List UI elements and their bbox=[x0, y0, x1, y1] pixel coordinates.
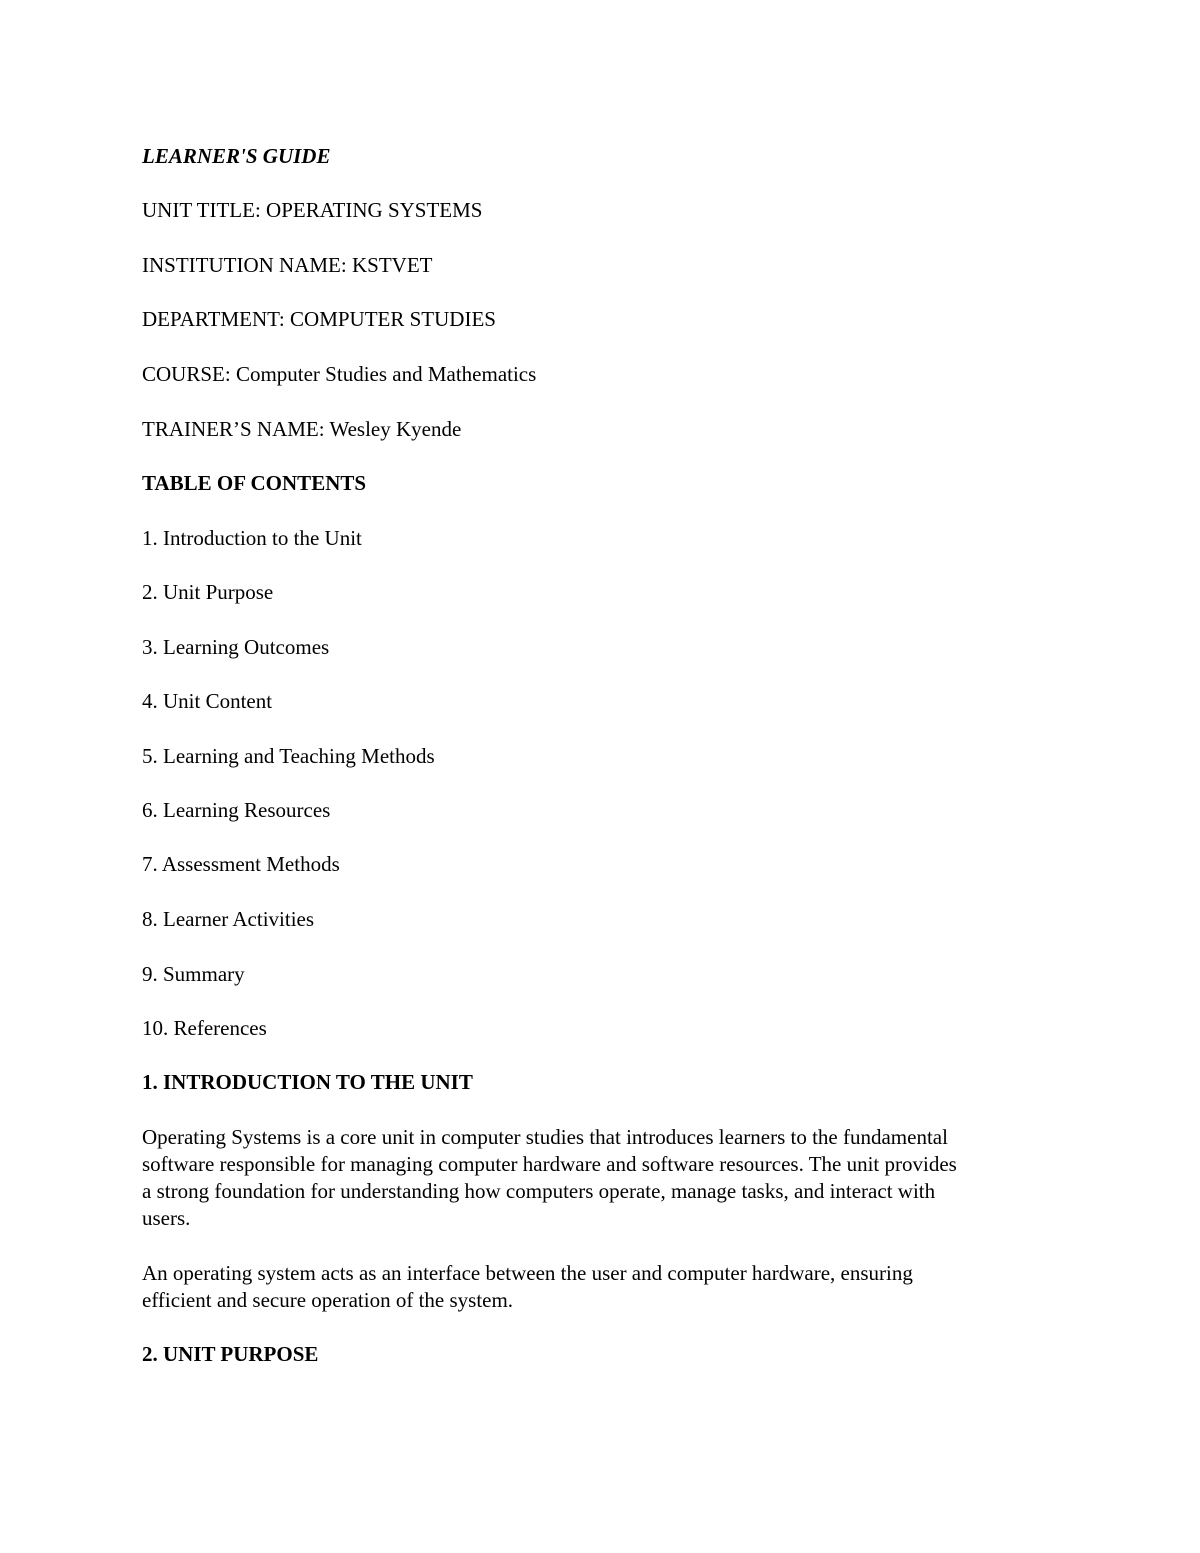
toc-item: 6. Learning Resources bbox=[142, 798, 331, 822]
toc-item: 3. Learning Outcomes bbox=[142, 635, 330, 659]
section-heading-introduction: 1. INTRODUCTION TO THE UNIT bbox=[142, 1070, 473, 1094]
toc-item: 5. Learning and Teaching Methods bbox=[142, 744, 435, 768]
toc-heading: TABLE OF CONTENTS bbox=[142, 471, 367, 495]
meta-label: DEPARTMENT: bbox=[142, 307, 285, 331]
toc-item: 1. Introduction to the Unit bbox=[142, 526, 362, 550]
meta-label: TRAINER’S NAME: bbox=[142, 417, 325, 441]
toc-item: 2. Unit Purpose bbox=[142, 580, 274, 604]
department-line bbox=[142, 306, 496, 333]
trainer-name-line bbox=[142, 416, 461, 443]
institution-name-line bbox=[142, 252, 432, 279]
meta-label: UNIT TITLE: bbox=[142, 198, 261, 222]
meta-value: OPERATING SYSTEMS bbox=[266, 198, 483, 222]
toc-item: 4. Unit Content bbox=[142, 689, 273, 713]
paragraph-line: efficient and secure operation of the system. bbox=[142, 1288, 514, 1312]
unit-title-line bbox=[142, 197, 482, 224]
paragraph-line: users. bbox=[142, 1206, 191, 1230]
paragraph-line: a strong foundation for understanding how computers operate, manage tasks, and interact with bbox=[142, 1179, 936, 1203]
meta-value: Wesley Kyende bbox=[329, 417, 462, 441]
section-heading-unit-purpose: 2. UNIT PURPOSE bbox=[142, 1342, 319, 1366]
paragraph-line: An operating system acts as an interface between the user and computer hardware, ensuring bbox=[142, 1261, 913, 1285]
paragraph-line: software responsible for managing computer hardware and software resources. The unit provides bbox=[142, 1152, 957, 1176]
introduction-paragraph-2 bbox=[142, 1260, 1067, 1314]
meta-label: INSTITUTION NAME: bbox=[142, 253, 347, 277]
meta-value: COMPUTER STUDIES bbox=[290, 307, 496, 331]
toc-item: 7. Assessment Methods bbox=[142, 852, 340, 876]
meta-label: COURSE: bbox=[142, 362, 231, 386]
introduction-paragraph-1 bbox=[142, 1124, 1067, 1232]
meta-value: Computer Studies and Mathematics bbox=[235, 362, 537, 386]
toc-item: 8. Learner Activities bbox=[142, 907, 315, 931]
meta-value: KSTVET bbox=[351, 253, 433, 277]
paragraph-line: Operating Systems is a core unit in computer studies that introduces learners to the fundamental bbox=[142, 1125, 948, 1149]
toc-item: 10. References bbox=[142, 1016, 267, 1040]
course-line bbox=[142, 361, 536, 388]
document-title: LEARNER'S GUIDE bbox=[142, 144, 331, 168]
toc-item: 9. Summary bbox=[142, 962, 245, 986]
